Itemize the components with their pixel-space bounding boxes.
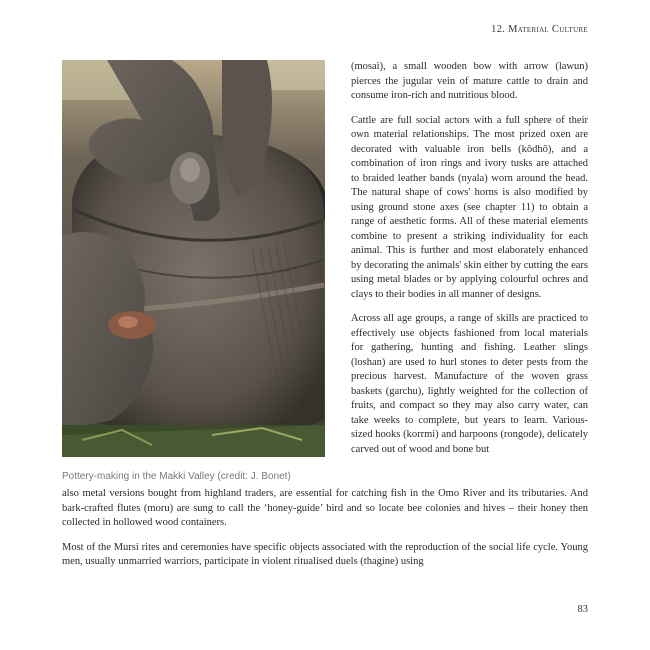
page-number: 83	[577, 604, 588, 615]
running-header	[491, 24, 588, 35]
paragraph-2: Cattle are full social actors with a full sphere of their own material relationships. The most prized oxen are decorated with valuable iron bells (kôdhô), and a combination of iron rings and ivory tusks are attached to braided leather bands (nyala) worn around the head. The natural shape of cows' horns is also modified by using ground stone axes (see chapter 11) to obtain a range of aesthetic forms. All of these material elements combine to present a striking individuality for each animal. This is further and most elaborately enhanced by decorating the animals' skin either by cutting the ears using metal blades or by applying colourful ochres and clays to their bodies in all manner of designs.	[351, 114, 588, 300]
paragraph-4: Most of the Mursi rites and ceremonies have specific objects associated with the reproduction of the social life cycle. Young men, usually unmarried warriors, participate in violent ritualised duels (thagine) using	[62, 541, 588, 567]
full-width-text	[62, 487, 588, 580]
paragraph-3: Across all age groups, a range of skills are practiced to effectively use objects fashioned from local materials for gathering, hunting and fishing. Leather slings (loshan) are used to hurl stones to deter pests from the precious harvest. Manufacture of the woven grass baskets (garchu), lightly weighted for the collection of fruits, and compact so they may also carry water, can take weeks to complete, but years to learn. Various-sized hooks (korrmi) and harpoons (rongode), delicately carved out of wood and bone but	[351, 313, 588, 455]
paragraph-1: (mosai), a small wooden bow with arrow (lawun) pierces the jugular vein of mature cattle to drain and consume iron-rich and nutritious blood.	[351, 61, 588, 101]
paragraph-3-continued: also metal versions bought from highland traders, are essential for catching fish in the Omo River and its tributaries. And bark-crafted flutes (moru) are sung to call the ‘honey-guide’ bird and so locate bee colonies and hives – their honey then collected in hollowed wood containers.	[62, 488, 588, 528]
pottery-photo	[62, 60, 325, 457]
figure-caption: Pottery-making in the Makki Valley (credit: J. Bonet)	[62, 471, 291, 482]
right-text-column	[351, 60, 588, 457]
chapter-title: 12. Material Culture	[491, 24, 588, 35]
